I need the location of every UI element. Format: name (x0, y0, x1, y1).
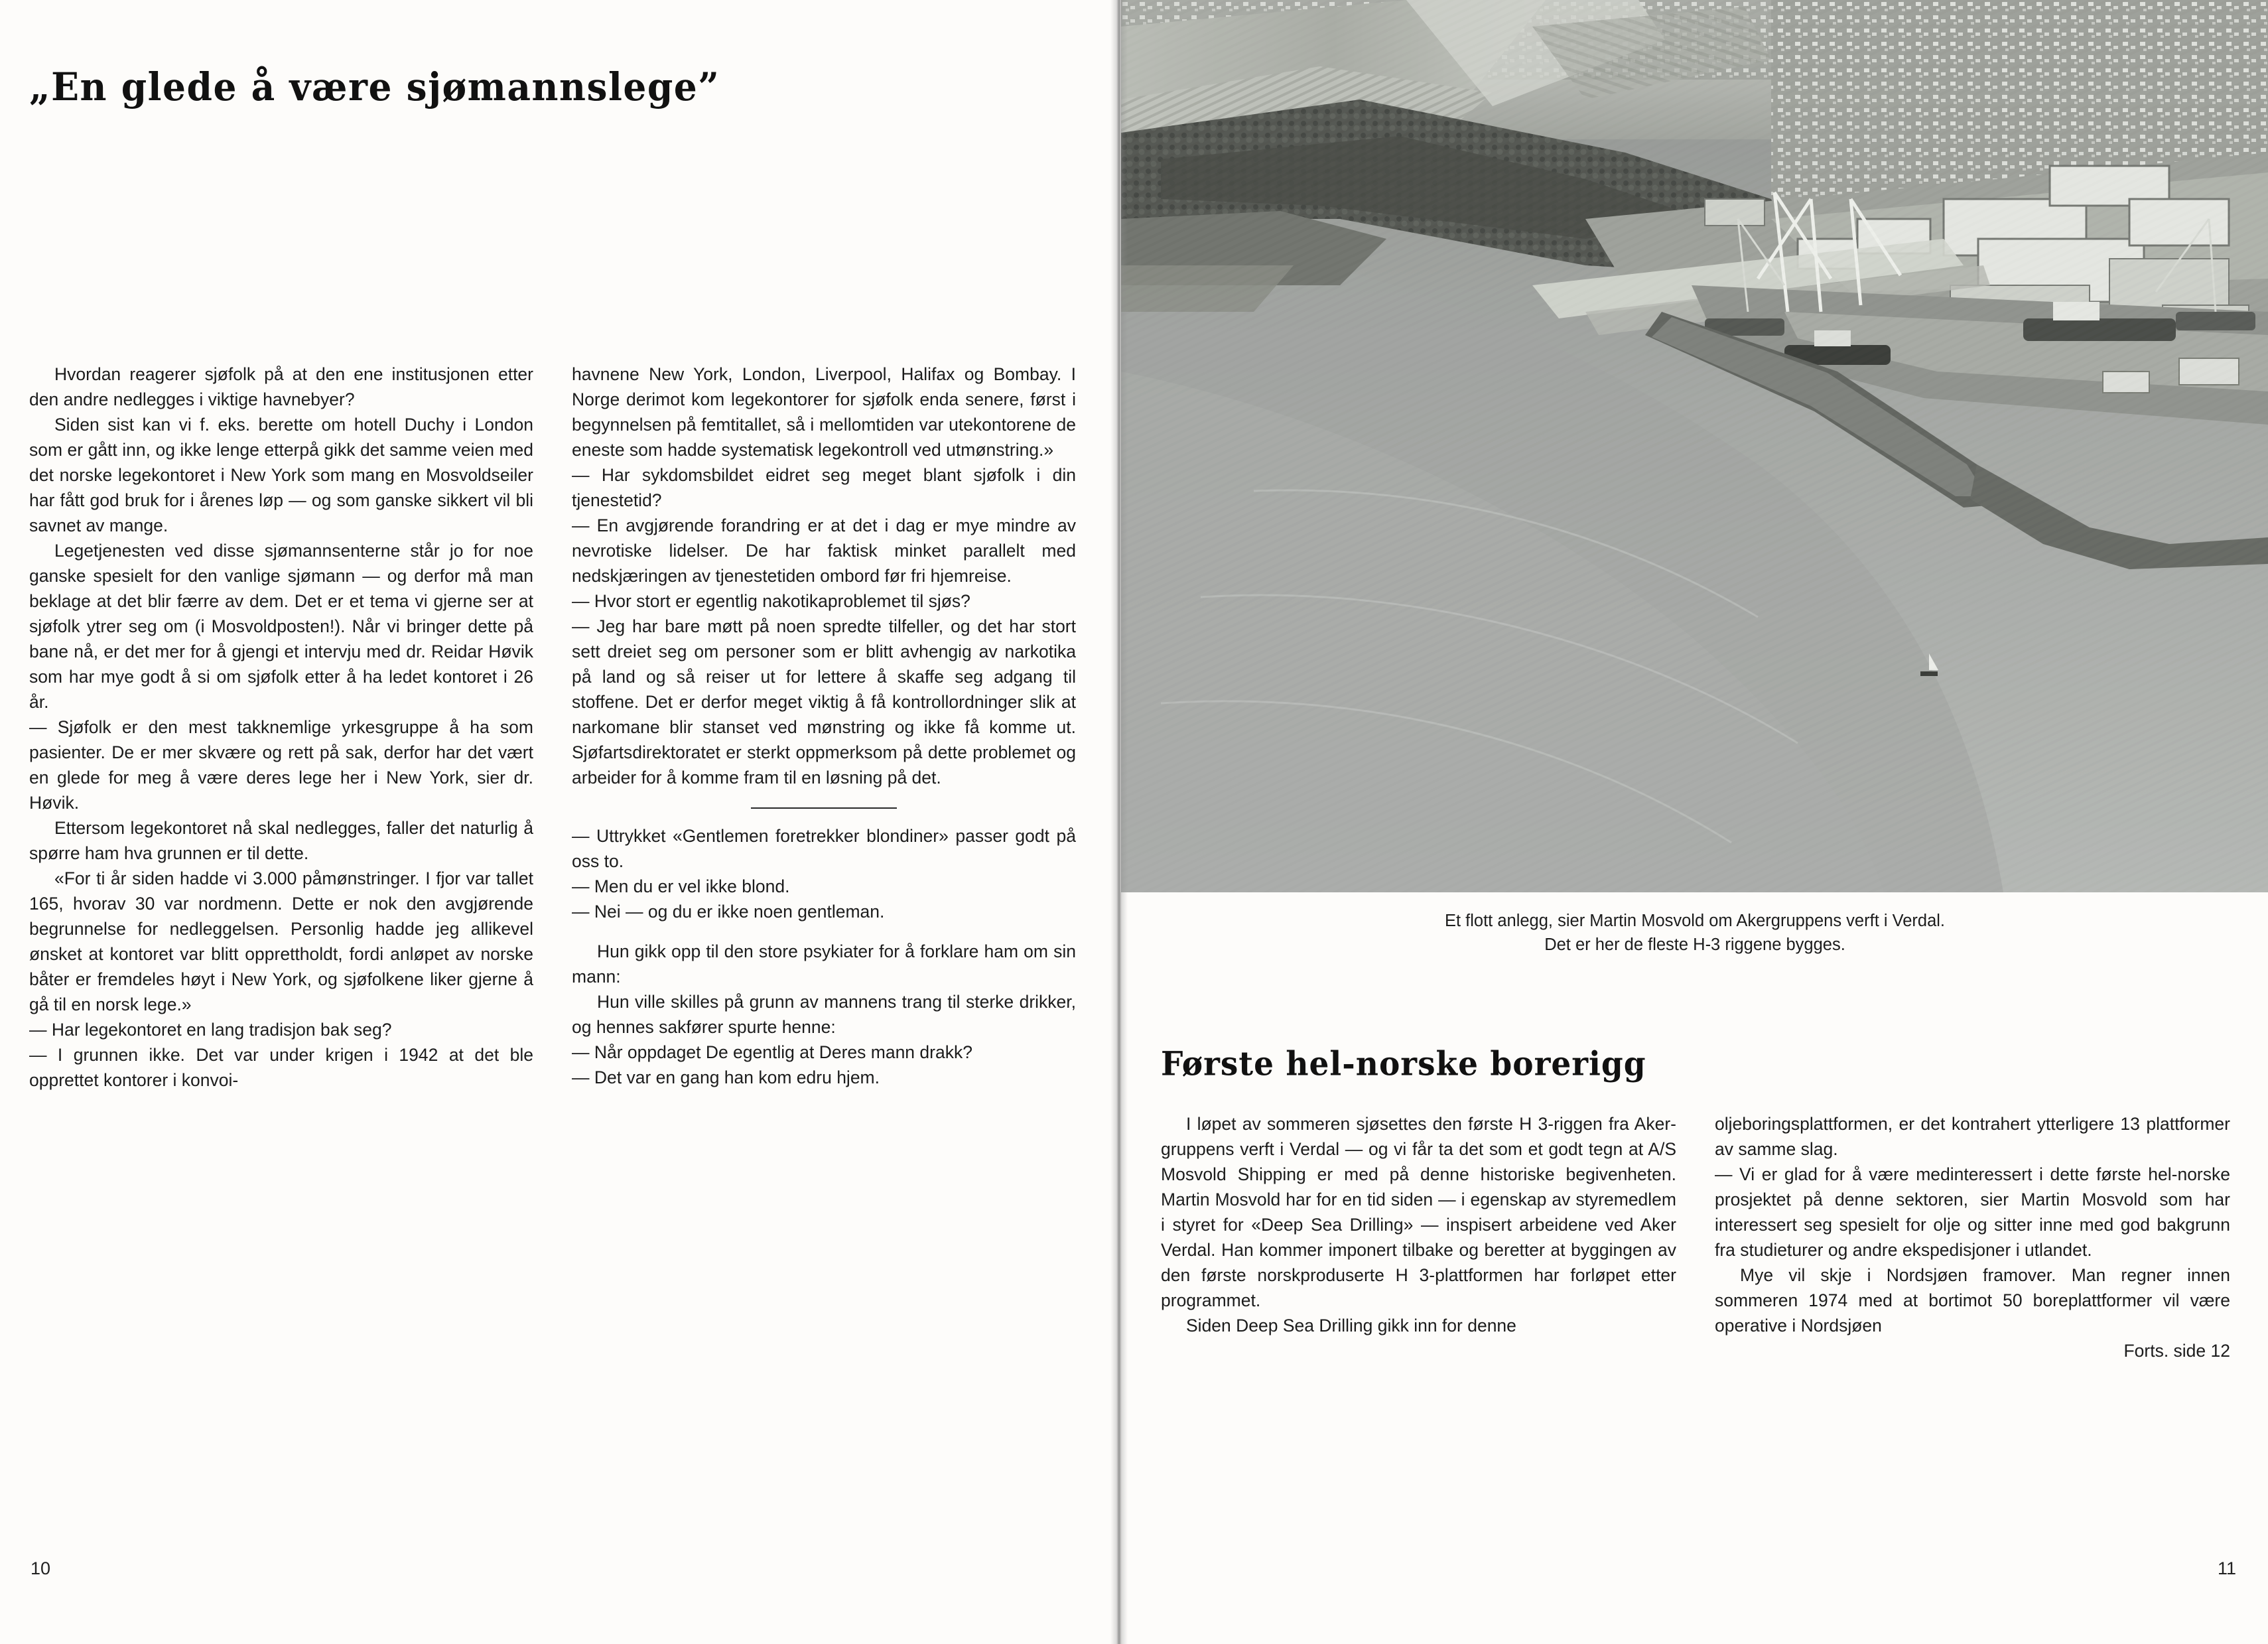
page-number-left: 10 (31, 1558, 51, 1578)
joke-line: — Men du er vel ikke blond. (572, 876, 790, 896)
right-column-one (1161, 1111, 1676, 1363)
aerial-photo-verdal-shipyard (1121, 0, 2268, 892)
left-column-one (29, 362, 533, 1093)
paragraph: — Sjøfolk er den mest takknemlige yrkesgruppe å ha som pasienter. De er mer skvære og rett på sak, derfor har det vært en glede for meg å være deres lege her i New York, sier dr. Høvik. (29, 717, 533, 813)
joke-line: Hun ville skilles på grunn av mannens trang til sterke drikker, og hennes sakfører spurte henne: (572, 992, 1076, 1037)
paragraph: — I grunnen ikke. Det var under krigen i 1942 at det ble opprettet kontorer i konvoi- (29, 1045, 533, 1090)
left-page (0, 0, 1121, 1644)
paragraph: oljeboringsplattformen, er det kontrahert ytterligere 13 plattformer av samme slag. (1715, 1114, 2230, 1159)
photo-caption (1161, 909, 2229, 957)
joke-line: — Det var en gang han kom edru hjem. (572, 1067, 880, 1087)
paragraph: Legetjenesten ved disse sjømannsenterne står jo for noe ganske spesielt for den vanlige sjømann — og derfor må man beklage at det blir færre av dem. Det er et tema vi gjerne ser at sjøfolk ytrer seg om (i Mosvoldposten!). Når vi bringer dette på bane nå, er det mer for å gjengi et intervju med dr. Reidar Høvik som har mye godt å si om sjøfolk etter å ha ledet kontoret i 26 år. (29, 541, 533, 712)
left-page-columns (29, 362, 1077, 1093)
paragraph: — Hvor stort er egentlig nakotikaproblemet til sjøs? (572, 591, 970, 611)
paragraph: Siden sist kan vi f. eks. berette om hotell Duchy i London som er gått inn, og ikke lenge etterpå gikk det samme veien med det norske legekontoret i New York som mang en Mosvoldseiler har fått god bruk for i årenes løp — og som ganske sikkert vil bli savnet av mange. (29, 415, 533, 535)
right-column-two (1715, 1111, 2230, 1363)
spacer (572, 924, 1076, 939)
paragraph: — Vi er glad for å være medinteressert i dette første hel-norske prosjektet på denne sektoren, sier Martin Mosvold som har interessert seg spesielt for olje og sitter inne med god bakgrunn fra studieturer og andre ekspedisjoner i utlandet. (1715, 1164, 2230, 1260)
left-column-two (572, 362, 1076, 1093)
joke-line: Hun gikk opp til den store psykiater for å forklare ham om sin mann: (572, 941, 1076, 987)
paragraph: «For ti år siden hadde vi 3.000 påmønstringer. I fjor var tallet 165, hvorav 30 var nordmenn. Dette er nok den avgjørende begrunnelse for nedleggelsen. Personlig hadde jeg allikevel ønsket at kontoret var blitt opprettholdt, fordi anløpet av norske båter er fremdeles høyt i New York, og sjøfolkene liker gjerne å gå til en norsk lege.» (29, 868, 533, 1014)
paragraph: havnene New York, London, Liverpool, Halifax og Bombay. I Norge derimot kom legekontorer for sjøfolk enda senere, først i begynnelsen på femtitallet, så i mellomtiden var utekontorene de eneste som hadde systematisk legekontroll ved utmønstring.» (572, 364, 1076, 460)
right-page-columns (1161, 1111, 2230, 1363)
paragraph: — Har sykdomsbildet eidret seg meget blant sjøfolk i din tjenestetid? (572, 465, 1076, 510)
joke-line: — Uttrykket «Gentlemen foretrekker blondiner» passer godt på oss to. (572, 826, 1076, 871)
paragraph: I løpet av sommeren sjøsettes den første H 3-riggen fra Aker-gruppens verft i Verdal — og vi får ta det som et godt tegn at A/S Mosvold Shipping er med på denne historiske begivenheten. Martin Mosvold har for en tid siden — i egenskap av styremedlem i styret for «Deep Sea Drilling» — inspisert arbeidene ved Aker Verdal. Han kommer imponert tilbake og beretter at byggingen av den første norskproduserte H 3-plattformen har forløpet etter programmet. (1161, 1114, 1676, 1310)
paragraph: — Har legekontoret en lang tradisjon bak seg? (29, 1020, 392, 1040)
page-number-right: 11 (2217, 1558, 2236, 1578)
section-divider (751, 807, 897, 809)
right-page (1121, 0, 2268, 1644)
photo-caption-line-2: Det er her de fleste H-3 riggene bygges. (1544, 935, 1845, 954)
continuation-note: Forts. side 12 (2123, 1341, 2230, 1361)
paragraph: Ettersom legekontoret nå skal nedlegges, faller det naturlig å spørre ham hva grunnen er til dette. (29, 818, 533, 863)
joke-line: — Når oppdaget De egentlig at Deres mann drakk? (572, 1042, 972, 1062)
paragraph: Hvordan reagerer sjøfolk på at den ene institusjonen etter den andre nedlegges i viktige havnebyer? (29, 364, 533, 409)
paragraph: Mye vil skje i Nordsjøen framover. Man regner innen sommeren 1974 med at bortimot 50 boreplattformer vil være operative i Nordsjøen (1715, 1265, 2230, 1336)
paragraph: Siden Deep Sea Drilling gikk inn for denne (1186, 1316, 1516, 1336)
right-page-headline: Første hel-norske borerigg (1161, 1045, 1646, 1084)
paragraph: — En avgjørende forandring er at det i dag er mye mindre av nevrotiske lidelser. De har faktisk minket parallelt med nedskjæringen av tjenestetiden ombord før fri hjemreise. (572, 515, 1076, 586)
paragraph: — Jeg har bare møtt på noen spredte tilfeller, og det har stort sett dreiet seg om personer som er blitt avhengig av narkotika på land og så reiser ut for lettere å skaffe seg adgang til stoffene. Det er derfor meget viktig å få kontrollordninger slik at narkomane blir stanset ved mønstring og ikke få komme ut. Sjøfartsdirektoratet er sterkt oppmerksom på dette problemet og arbeider for å komme fram til en løsning på det. (572, 616, 1076, 788)
joke-line: — Nei — og du er ikke noen gentleman. (572, 902, 885, 922)
left-page-headline: „En glede å være sjømannslege” (29, 64, 720, 109)
photo-caption-line-1: Et flott anlegg, sier Martin Mosvold om Akergruppens verft i Verdal. (1444, 912, 1946, 930)
